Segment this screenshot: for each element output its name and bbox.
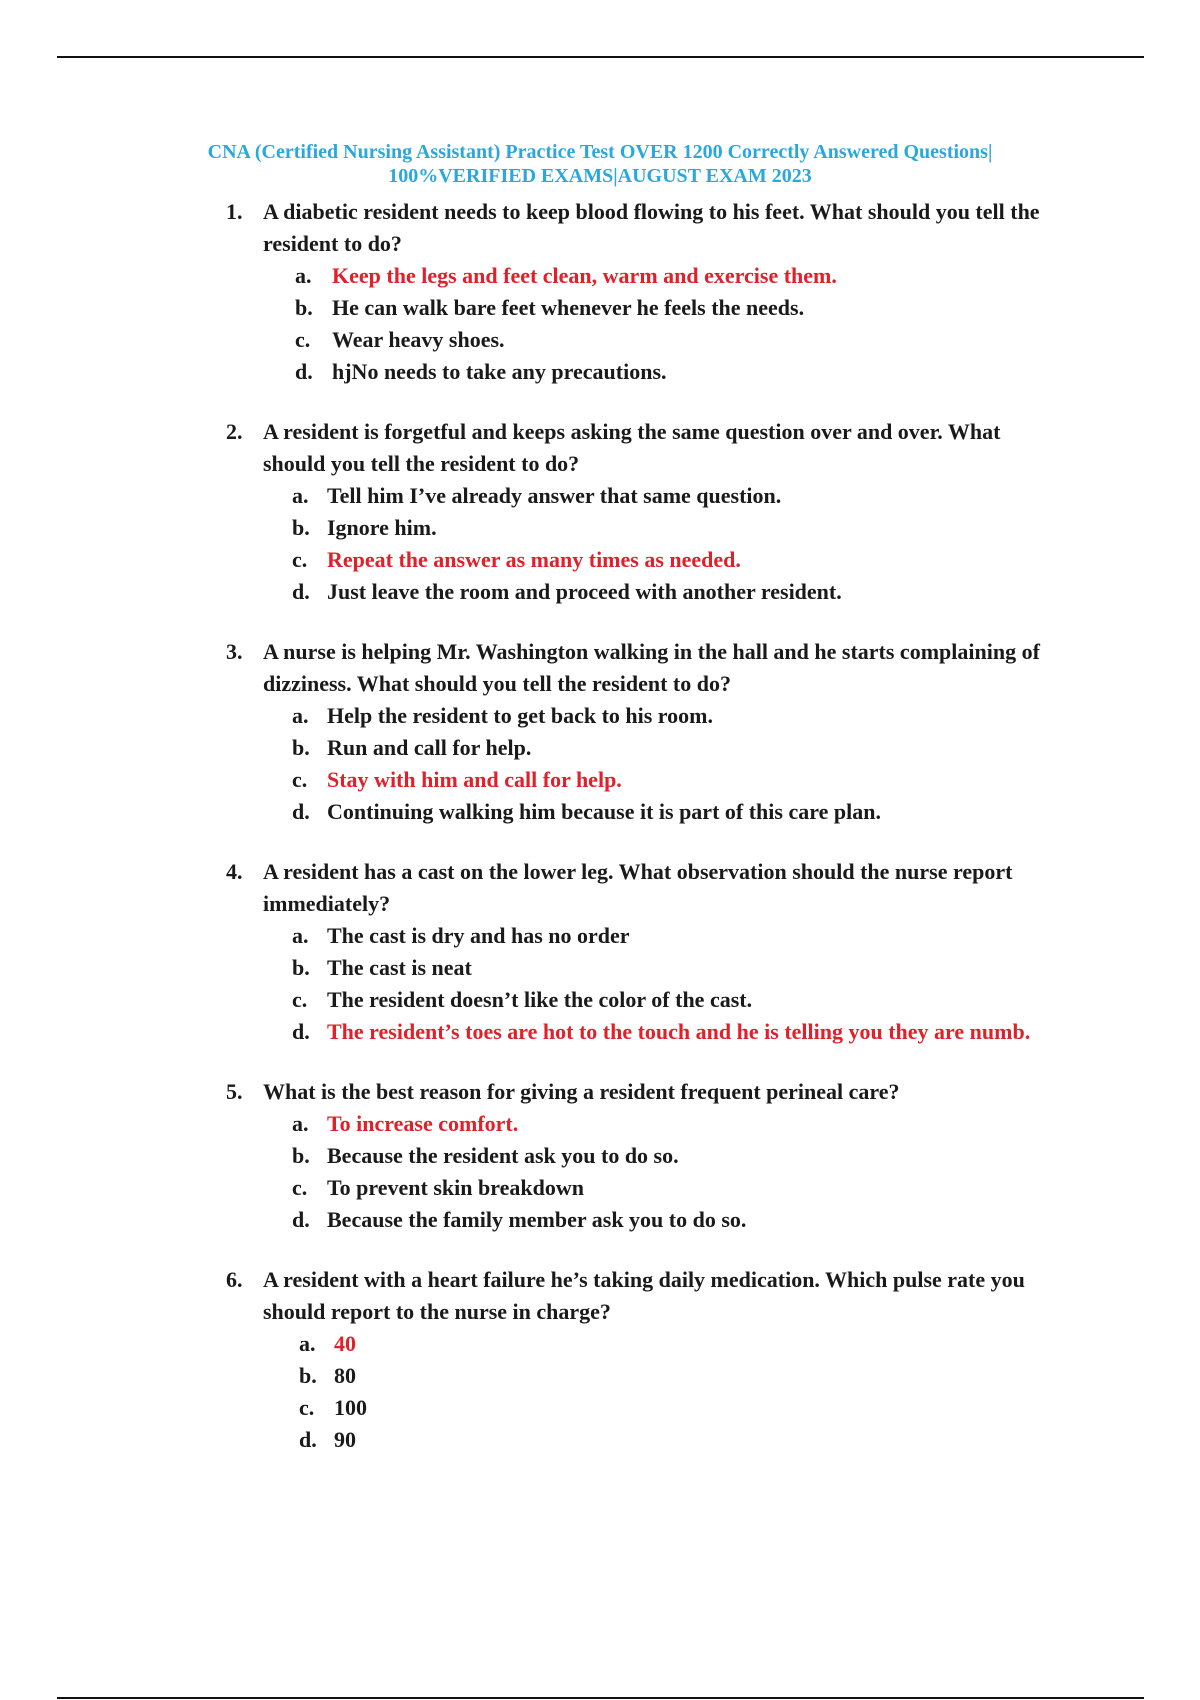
option-letter: c. [292, 987, 308, 1012]
option-text: Just leave the room and proceed with another resident. [327, 579, 842, 604]
option-letter: b. [295, 295, 313, 320]
question-text: A resident is forgetful and keeps asking the same question over and over. What should you tell the resident to do? [263, 419, 1001, 476]
option-letter: a. [299, 1331, 316, 1356]
option-text: hjNo needs to take any precautions. [332, 359, 667, 384]
option-text: Continuing walking him because it is part of this care plan. [327, 799, 881, 824]
question-6 [226, 1264, 1056, 1456]
question-5 [226, 1076, 1056, 1236]
answer-option-d [226, 1204, 1056, 1236]
answer-option-a [226, 260, 1056, 292]
option-text: Help the resident to get back to his room. [327, 703, 713, 728]
option-text: Ignore him. [327, 515, 437, 540]
question-text: A resident with a heart failure he’s taking daily medication. Which pulse rate you should report to the nurse in charge? [263, 1267, 1025, 1324]
title-line-2: 100%VERIFIED EXAMS|AUGUST EXAM 2023 [388, 165, 812, 187]
option-letter: c. [292, 1175, 308, 1200]
answer-option-a [226, 1108, 1056, 1140]
answer-option-d [226, 1424, 1056, 1456]
option-letter: b. [292, 955, 310, 980]
question-text: A resident has a cast on the lower leg. What observation should the nurse report immediately? [263, 859, 1013, 916]
answer-options [226, 920, 1056, 1048]
option-text: The resident doesn’t like the color of the cast. [327, 987, 753, 1012]
option-text: Wear heavy shoes. [332, 327, 505, 352]
answer-option-c [226, 984, 1056, 1016]
answer-option-b [226, 952, 1056, 984]
option-text-correct: Repeat the answer as many times as needed. [327, 547, 741, 572]
option-letter: a. [295, 263, 312, 288]
question-number: 5. [226, 1079, 243, 1104]
option-text: Because the resident ask you to do so. [327, 1143, 679, 1168]
option-letter: b. [292, 1143, 310, 1168]
answer-option-d [226, 1016, 1056, 1048]
option-letter: b. [292, 735, 310, 760]
option-text: To prevent skin breakdown [327, 1175, 584, 1200]
option-letter: c. [292, 767, 308, 792]
option-text: Run and call for help. [327, 735, 532, 760]
answer-option-d [226, 796, 1056, 828]
question-number: 1. [226, 199, 243, 224]
option-letter: d. [292, 799, 310, 824]
answer-option-b [226, 1140, 1056, 1172]
question-3 [226, 636, 1056, 828]
title-line-1: CNA (Certified Nursing Assistant) Practice Test OVER 1200 Correctly Answered Questions| [207, 141, 993, 163]
question-4 [226, 856, 1056, 1048]
answer-options [226, 700, 1056, 828]
answer-option-c [226, 1172, 1056, 1204]
question-text: A nurse is helping Mr. Washington walking in the hall and he starts complaining of dizziness. What should you tell the resident to do? [263, 639, 1040, 696]
option-letter: b. [292, 515, 310, 540]
option-text-correct: 40 [334, 1331, 356, 1356]
question-2 [226, 416, 1056, 608]
option-text: 80 [334, 1363, 356, 1388]
option-letter: a. [292, 483, 309, 508]
option-text: He can walk bare feet whenever he feels the needs. [332, 295, 805, 320]
answer-option-c [226, 1392, 1056, 1424]
answer-option-d [226, 356, 1056, 388]
option-letter: d. [292, 579, 310, 604]
answer-option-b [226, 1360, 1056, 1392]
answer-option-c [226, 324, 1056, 356]
question-number: 3. [226, 639, 243, 664]
option-text: Because the family member ask you to do so. [327, 1207, 747, 1232]
option-text-correct: The resident’s toes are hot to the touch and he is telling you they are numb. [327, 1019, 1031, 1044]
option-letter: c. [292, 547, 308, 572]
option-letter: d. [292, 1207, 310, 1232]
option-letter: d. [292, 1019, 310, 1044]
answer-option-b [226, 292, 1056, 324]
option-letter: a. [292, 923, 309, 948]
option-text: Tell him I’ve already answer that same question. [327, 483, 782, 508]
answer-option-a [226, 480, 1056, 512]
option-letter: a. [292, 1111, 309, 1136]
question-1 [226, 196, 1056, 388]
answer-option-a [226, 1328, 1056, 1360]
option-letter: c. [295, 327, 311, 352]
question-number: 2. [226, 419, 243, 444]
option-text-correct: Keep the legs and feet clean, warm and exercise them. [332, 263, 837, 288]
option-text: The cast is neat [327, 955, 472, 980]
option-letter: c. [299, 1395, 315, 1420]
option-text-correct: Stay with him and call for help. [327, 767, 622, 792]
question-number: 4. [226, 859, 243, 884]
answer-options [226, 1108, 1056, 1236]
question-text: What is the best reason for giving a resident frequent perineal care? [263, 1079, 900, 1104]
answer-option-a [226, 700, 1056, 732]
document-title [60, 140, 1140, 188]
answer-options [226, 1328, 1056, 1456]
option-letter: d. [299, 1427, 317, 1452]
answer-option-d [226, 576, 1056, 608]
footer-rule [57, 1697, 1144, 1699]
answer-options [226, 260, 1056, 388]
option-letter: a. [292, 703, 309, 728]
answer-option-a [226, 920, 1056, 952]
answer-option-c [226, 764, 1056, 796]
question-text: A diabetic resident needs to keep blood flowing to his feet. What should you tell the resident to do? [263, 199, 1040, 256]
answer-option-b [226, 732, 1056, 764]
answer-option-c [226, 544, 1056, 576]
question-list [0, 196, 1200, 1484]
question-number: 6. [226, 1267, 243, 1292]
option-text-correct: To increase comfort. [327, 1111, 519, 1136]
option-letter: d. [295, 359, 313, 384]
answer-options [226, 480, 1056, 608]
option-text: 90 [334, 1427, 356, 1452]
answer-option-b [226, 512, 1056, 544]
header-rule [57, 56, 1144, 58]
option-letter: b. [299, 1363, 317, 1388]
option-text: 100 [334, 1395, 367, 1420]
option-text: The cast is dry and has no order [327, 923, 630, 948]
